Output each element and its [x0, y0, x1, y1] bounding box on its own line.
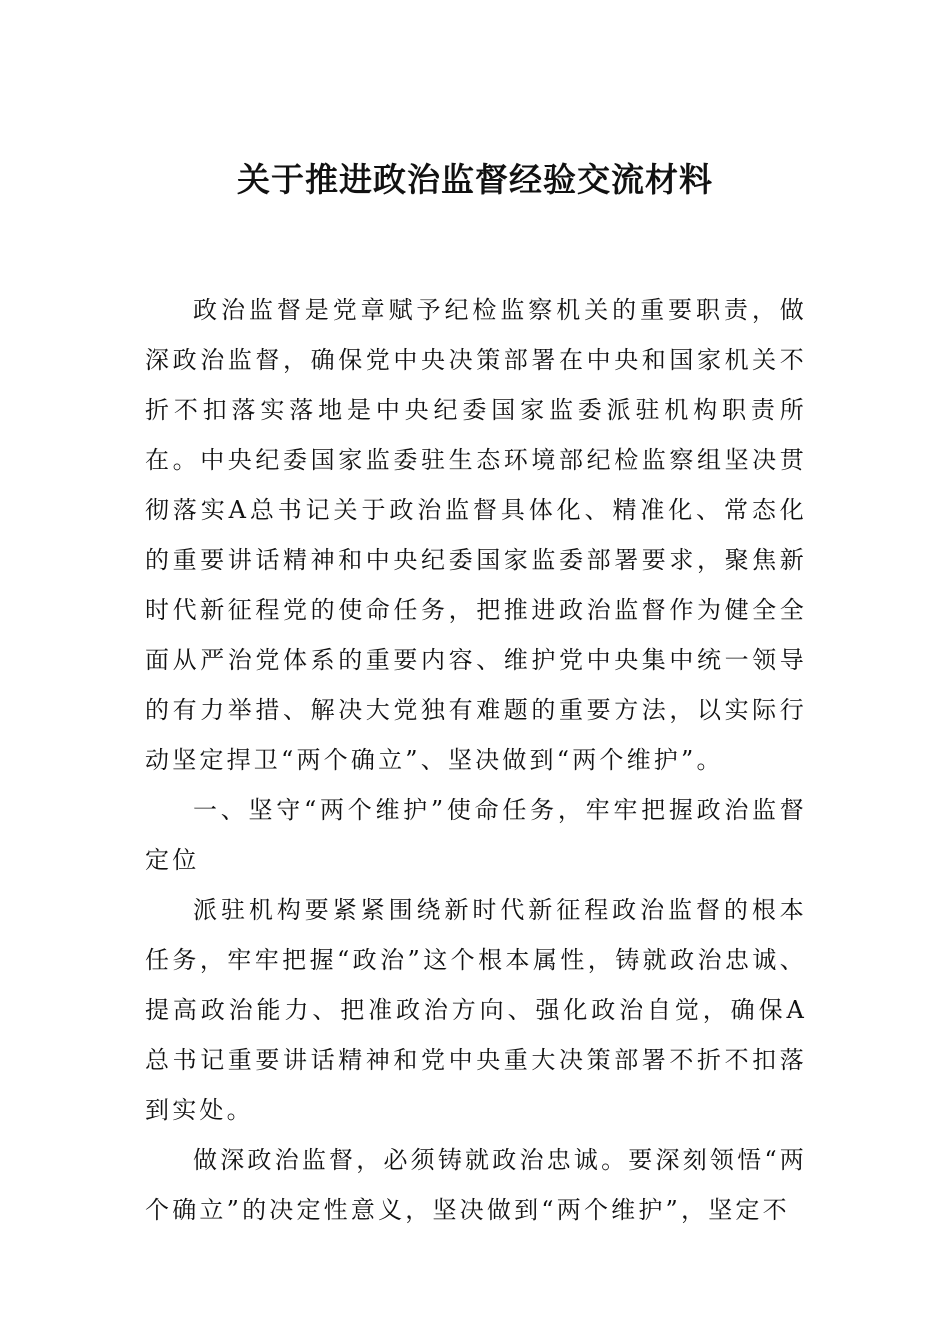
paragraph-intro: 政治监督是党章赋予纪检监察机关的重要职责，做深政治监督，确保党中央决策部署在中央和国家机关不折不扣落实落地是中央纪委国家监委派驻机构职责所在。中央纪委国家监委驻生态环境部纪检监察组坚决贯彻落实A总书记关于政治监督具体化、精准化、常态化的重要讲话精神和中央纪委国家监委部署要求，聚焦新时代新征程党的使命任务，把推进政治监督作为健全全面从严治党体系的重要内容、维护党中央集中统一领导的有力举措、解决大党独有难题的重要方法，以实际行动坚定捍卫“两个确立”、坚决做到“两个维护”。 [145, 296, 807, 774]
document-body [145, 285, 807, 1235]
paragraph-political-loyalty: 做深政治监督，必须铸就政治忠诚。要深刻领悟“两个确立”的决定性意义，坚决做到“两个维护”，坚定不 [145, 1146, 807, 1224]
section-heading-1: 一、坚守“两个维护”使命任务，牢牢把握政治监督定位 [145, 796, 807, 874]
paragraph-section-1: 派驻机构要紧紧围绕新时代新征程政治监督的根本任务，牢牢把握“政治”这个根本属性，铸就政治忠诚、提高政治能力、把准政治方向、强化政治自觉，确保A总书记重要讲话精神和党中央重大决策部署不折不扣落到实处。 [145, 896, 807, 1124]
document-title: 关于推进政治监督经验交流材料 [237, 160, 713, 199]
